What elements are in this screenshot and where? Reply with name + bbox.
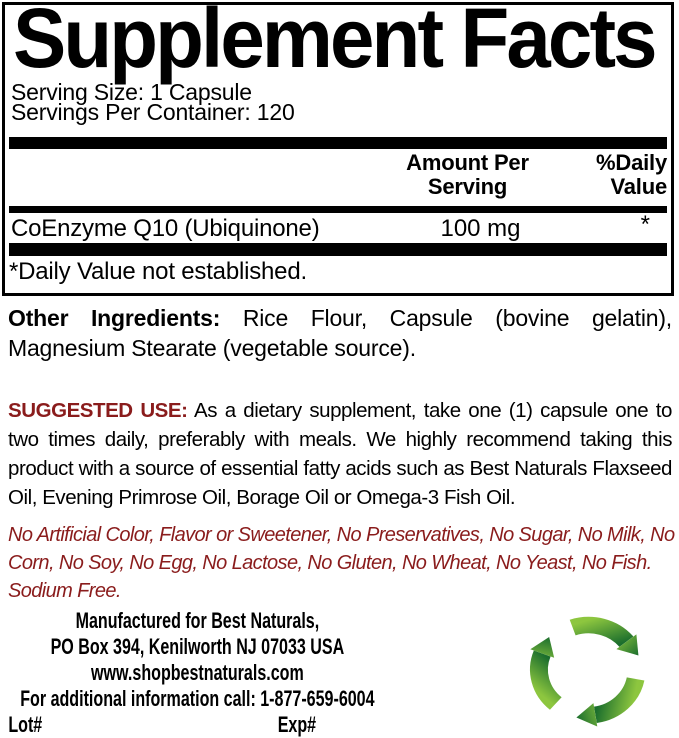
- serving-size: Serving Size: 1 Capsule: [11, 79, 252, 105]
- divider-thick-bottom: [9, 243, 667, 256]
- serving-info: [11, 79, 295, 125]
- ingredient-row-daily-value: *: [640, 211, 650, 238]
- other-ingredients-text: Rice Flour, Capsule (bovine gelatin), Magnesium Stearate (vegetable source).: [8, 305, 672, 361]
- lot-exp-row: [0, 712, 402, 738]
- ingredient-row-name: CoEnzyme Q10 (Ubiquinone): [11, 215, 320, 242]
- manufacturer-block: [0, 608, 402, 738]
- column-header-amount-per-serving: Amount Per Serving: [406, 150, 529, 199]
- servings-per-container: Servings Per Container: 120: [11, 98, 295, 125]
- exp-label: Exp#: [277, 712, 317, 737]
- allergen-statement: No Artificial Color, Flavor or Sweetener, No Preservatives, No Sugar, No Milk, No Corn, No Soy, No Egg, No Lactose, No Gluten, No Wheat, No Yeast, No Fish. Sodium Free.: [8, 524, 675, 602]
- ingredient-row-amount: 100 mg: [440, 215, 521, 242]
- lot-label: Lot#: [8, 712, 43, 737]
- manufacturer-phone: For additional information call: 1-877-659-6004: [20, 686, 375, 711]
- recycle-icon: [524, 611, 652, 729]
- other-ingredients-label: Other Ingredients:: [8, 305, 221, 331]
- divider-thick-top: [9, 137, 667, 149]
- manufacturer-line: Manufactured for Best Naturals,: [75, 608, 320, 633]
- manufacturer-address: PO Box 394, Kenilworth NJ 07033 USA: [50, 634, 345, 659]
- other-ingredients-paragraph: [8, 303, 672, 363]
- suggested-use-text: As a dietary supplement, take one (1) capsule one to two times daily, preferably with meals. We highly recommend taking this product with a source of essential fatty acids such as Best Naturals Flaxseed Oil, Evening Primrose Oil, Borage Oil or Omega-3 Fish Oil.: [8, 399, 673, 509]
- suggested-use-label: SUGGESTED USE:: [8, 399, 188, 422]
- column-header-daily-value: %Daily Value: [596, 150, 667, 199]
- daily-value-footnote: *Daily Value not established.: [9, 258, 307, 285]
- manufacturer-website: www.shopbestnaturals.com: [91, 660, 304, 685]
- panel-title: Supplement Facts: [13, 0, 655, 85]
- suggested-use-paragraph: [8, 396, 672, 512]
